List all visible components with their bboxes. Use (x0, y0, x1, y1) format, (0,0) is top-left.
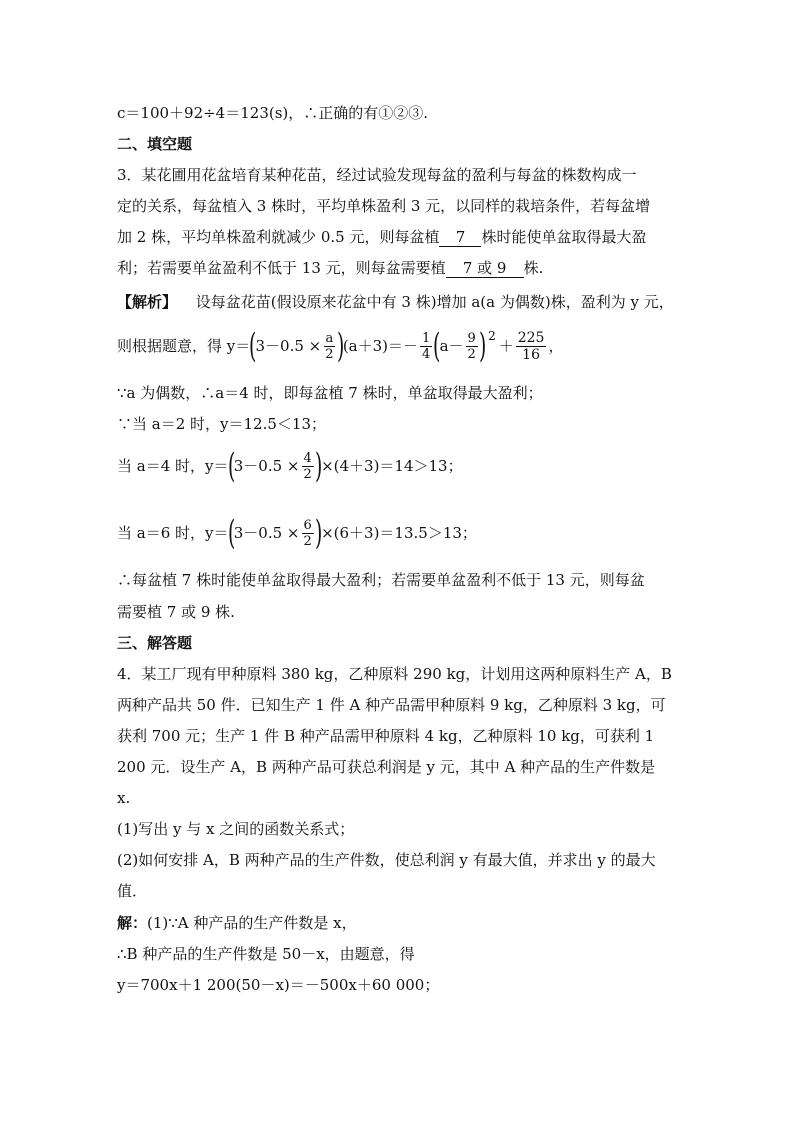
text-segment: 株. (523, 259, 544, 277)
text-segment: ×(4＋3)＝14＞13； (321, 457, 463, 475)
text-segment: (1)∵A 种产品的生产件数是 x， (147, 914, 357, 932)
text-segment: 株时能使单盆取得最大盈 (481, 228, 647, 246)
text-segment: 当 a＝6 时，y＝ (117, 524, 229, 542)
problem-3-line-2: 定的关系，每盆植入 3 株时，平均单株盈利 3 元，以同样的栽培条件，若每盆增 (117, 197, 651, 215)
left-paren: ( (227, 513, 235, 553)
text-segment: 3－0.5 × (233, 524, 300, 542)
right-paren: ) (314, 446, 323, 486)
fraction-denominator: 16 (522, 346, 540, 363)
answer-conclusion-line: c＝100＋92÷4＝123(s)，∴正确的有①②③. (117, 104, 429, 122)
right-paren: ) (478, 326, 487, 366)
fraction-9-over-2 (466, 331, 478, 362)
section-heading-solve: 三、解答题 (117, 634, 193, 652)
text-segment: 3－0.5 × (255, 337, 322, 355)
fraction-6-over-2 (302, 518, 314, 549)
text-segment: ＋ (498, 337, 514, 355)
fraction-denominator: 2 (303, 466, 312, 482)
left-paren: ( (433, 326, 441, 366)
right-paren: ) (314, 513, 323, 553)
text-segment: 则根据题意，得 y＝ (117, 337, 251, 355)
analysis-case-a6 (117, 511, 477, 555)
analysis-tag: 【解析】 (117, 293, 178, 311)
solution-line-2: ∴B 种产品的生产件数是 50－x，由题意，得 (117, 945, 415, 963)
text-segment: 3－0.5 × (233, 457, 300, 475)
fraction-numerator: 6 (303, 517, 312, 533)
text-segment: (a＋3)＝－ (342, 337, 419, 355)
fraction-4-over-2 (302, 451, 314, 482)
left-paren: ( (249, 326, 257, 366)
problem-3-line-4 (117, 258, 543, 278)
fraction-denominator: 2 (467, 346, 476, 362)
text-segment: 加 2 株，平均单株盈利就减少 0.5 元，则每盆植 (117, 228, 440, 246)
fraction-a-over-2 (323, 331, 335, 362)
text-segment: a－ (439, 337, 464, 355)
problem-4-line-3: 获利 700 元；生产 1 件 B 种产品需甲种原料 4 kg，乙种原料 10 kg，可获利 1 (117, 727, 655, 745)
problem-4-line-4: 200 元．设生产 A，B 两种产品可获总利润是 y 元，其中 A 种产品的生产件数是 (117, 758, 656, 776)
fraction-numerator: a (325, 330, 334, 346)
problem-4-question-2-cont: 值． (117, 882, 148, 900)
text-segment: 利；若需要单盆盈利不低于 13 元，则每盆需要植 (117, 259, 446, 277)
solution-tag: 解： (117, 914, 148, 932)
problem-3-line-1: 3．某花圃用花盆培育某种花苗，经过试验发现每盆的盈利与每盆的株数构成一 (117, 166, 637, 184)
section-heading-fill-in: 二、填空题 (117, 135, 193, 153)
analysis-line-3: ∵a 为偶数，∴a＝4 时，即每盆植 7 株时，单盆取得最大盈利； (117, 384, 543, 402)
text-segment: ×(6＋3)＝13.5＞13； (321, 524, 477, 542)
problem-4-question-1: (1)写出 y 与 x 之间的函数关系式； (117, 820, 355, 838)
solution-line-3: y＝700x＋1 200(50－x)＝－500x＋60 000； (117, 976, 440, 994)
fraction-denominator: 2 (303, 533, 312, 549)
analysis-equation-line (117, 324, 563, 368)
text-segment: 当 a＝4 时，y＝ (117, 457, 229, 475)
exponent: 2 (488, 329, 496, 343)
problem-4-question-2: (2)如何安排 A，B 两种产品的生产件数，使总利润 y 有最大值，并求出 y 的最大 (117, 851, 656, 869)
fraction-1-over-4 (420, 331, 432, 362)
problem-4-line-2: 两种产品共 50 件．已知生产 1 件 A 种产品需甲种原料 9 kg，乙种原料 3 kg，可 (117, 696, 666, 714)
analysis-line-4: ∵当 a＝2 时，y＝12.5＜13； (117, 415, 326, 433)
problem-3-line-3 (117, 227, 647, 247)
solution-line-1 (117, 913, 357, 933)
right-paren: ) (336, 326, 344, 366)
analysis-conclusion-2: 需要植 7 或 9 株. (117, 603, 235, 621)
problem-4-line-5: x. (117, 789, 131, 807)
answer-blank-1: 7 (439, 228, 481, 247)
problem-4-line-1: 4．某工厂现有甲种原料 380 kg，乙种原料 290 kg，计划用这两种原料生产 A，B (117, 665, 672, 683)
fraction-numerator: 4 (303, 450, 312, 466)
fraction-numerator: 225 (517, 329, 545, 346)
answer-blank-2: 7 或 9 (446, 259, 524, 278)
text-segment: 设每盆花苗(假设原来花盆中有 3 株)增加 a(a 为偶数)株，盈利为 y 元， (195, 293, 674, 311)
text-segment: ， (548, 337, 564, 355)
fraction-denominator: 2 (325, 346, 334, 362)
analysis-case-a4 (117, 444, 463, 488)
analysis-conclusion-1: ∴每盆植 7 株时能使单盆取得最大盈利；若需要单盆盈利不低于 13 元，则每盆 (117, 571, 645, 589)
fraction-numerator: 9 (467, 330, 476, 346)
fraction-numerator: 1 (422, 330, 431, 346)
left-paren: ( (227, 446, 235, 486)
fraction-denominator: 4 (422, 346, 431, 362)
analysis-line-1 (117, 292, 674, 312)
fraction-225-over-16 (516, 330, 547, 363)
